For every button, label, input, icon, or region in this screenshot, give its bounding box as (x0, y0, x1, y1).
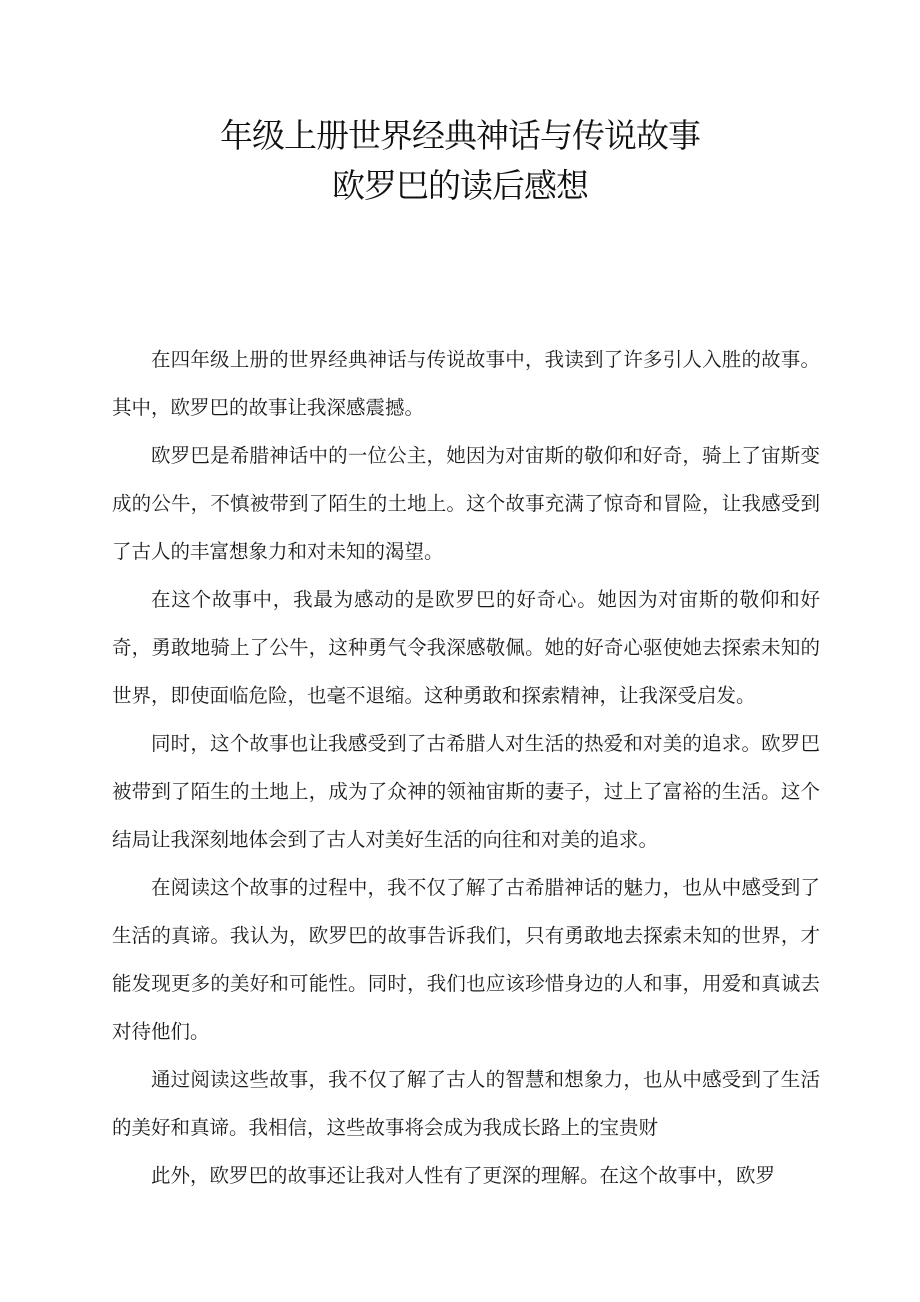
document-title-line-2: 欧罗巴的读后感想 (332, 166, 588, 205)
paragraph-1: 在四年级上册的世界经典神话与传说故事中，我读到了许多引人入胜的故事。其中，欧罗巴的故事让我深感震撼。 (112, 348, 820, 419)
paragraph-4: 同时，这个故事也让我感受到了古希腊人对生活的热爱和对美的追求。欧罗巴被带到了陌生的土地上，成为了众神的领袖宙斯的妻子，过上了富裕的生活。这个结局让我深刻地体会到了古人对美好生活的向往和对美的追求。 (112, 732, 820, 851)
paragraph-7: 此外，欧罗巴的故事还让我对人性有了更深的理解。在这个故事中，欧罗 (151, 1164, 776, 1187)
paragraph-2: 欧罗巴是希腊神话中的一位公主，她因为对宙斯的敬仰和好奇，骑上了宙斯变成的公牛，不慎被带到了陌生的土地上。这个故事充满了惊奇和冒险，让我感受到了古人的丰富想象力和对未知的渴望。 (112, 444, 820, 563)
paragraph-5: 在阅读这个故事的过程中，我不仅了解了古希腊神话的魅力，也从中感受到了生活的真谛。我认为，欧罗巴的故事告诉我们，只有勇敢地去探索未知的世界，才能发现更多的美好和可能性。同时，我们也应该珍惜身边的人和事，用爱和真诚去对待他们。 (112, 876, 820, 1043)
paragraph-6: 通过阅读这些故事，我不仅了解了古人的智慧和想象力，也从中感受到了生活的美好和真谛。我相信，这些故事将会成为我成长路上的宝贵财 (112, 1068, 820, 1139)
document-title-line-1: 年级上册世界经典神话与传说故事 (220, 116, 700, 155)
document-body (112, 336, 820, 1200)
paragraph-3: 在这个故事中，我最为感动的是欧罗巴的好奇心。她因为对宙斯的敬仰和好奇，勇敢地骑上了公牛，这种勇气令我深感敬佩。她的好奇心驱使她去探索未知的世界，即使面临危险，也毫不退缩。这种勇敢和探索精神，让我深受启发。 (112, 588, 820, 707)
